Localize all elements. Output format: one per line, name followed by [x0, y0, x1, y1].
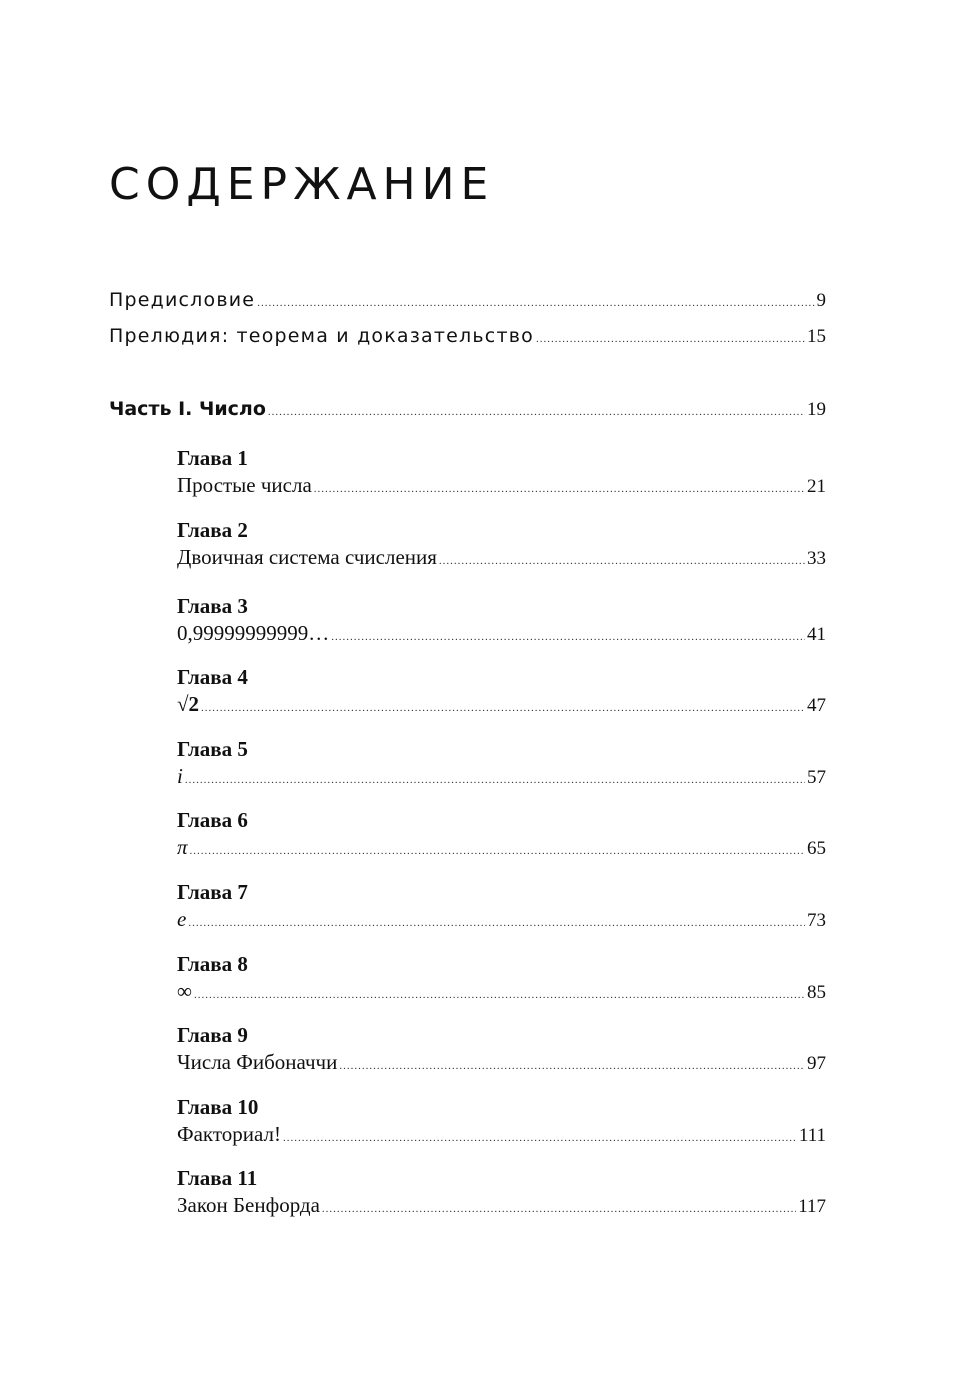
- dot-leader: [314, 483, 805, 495]
- toc-entry-chapter-3[interactable]: [177, 621, 826, 646]
- chapter-heading: Глава 7: [177, 880, 248, 904]
- toc-entry-prelude[interactable]: [109, 325, 826, 348]
- toc-entry-page: 85: [807, 982, 826, 1003]
- chapter-heading: Глава 2: [177, 518, 248, 542]
- chapter-heading: Глава 9: [177, 1023, 248, 1047]
- dot-leader: [194, 989, 805, 1001]
- toc-entry-chapter-9[interactable]: [177, 1050, 826, 1075]
- chapter-heading: Глава 10: [177, 1095, 259, 1119]
- page-title: СОДЕРЖАНИЕ: [109, 159, 495, 210]
- dot-leader: [331, 631, 805, 643]
- toc-entry-page: 117: [798, 1196, 826, 1217]
- toc-entry-chapter-7[interactable]: [177, 907, 826, 932]
- toc-entry-page: 15: [807, 326, 826, 347]
- chapter-title: √2: [177, 692, 200, 716]
- chapter-heading: Глава 11: [177, 1166, 258, 1190]
- dot-leader: [283, 1132, 797, 1144]
- toc-entry-chapter-5[interactable]: [177, 764, 826, 789]
- toc-entry-page: 97: [807, 1053, 826, 1074]
- toc-entry-page: 9: [816, 290, 826, 311]
- chapter-heading: Глава 4: [177, 665, 248, 689]
- toc-entry-part-1[interactable]: [109, 398, 826, 421]
- toc-entry-page: 57: [807, 767, 826, 788]
- chapter-title: ∞: [177, 979, 192, 1003]
- dot-leader: [322, 1203, 796, 1215]
- toc-entry-chapter-1[interactable]: [177, 473, 826, 498]
- dot-leader: [257, 297, 814, 309]
- chapter-heading: Глава 5: [177, 737, 248, 761]
- toc-entry-chapter-11[interactable]: [177, 1193, 826, 1218]
- toc-entry-page: 19: [807, 399, 826, 420]
- toc-entry-page: 65: [807, 838, 826, 859]
- chapter-title: e: [177, 907, 187, 931]
- chapter-title: π: [177, 835, 188, 859]
- chapter-heading: Глава 1: [177, 446, 248, 470]
- chapter-title: 0,99999999999…: [177, 621, 330, 645]
- dot-leader: [190, 845, 805, 857]
- dot-leader: [439, 555, 805, 567]
- toc-entry-page: 111: [798, 1125, 826, 1146]
- dot-leader: [536, 333, 805, 345]
- dot-leader: [185, 774, 805, 786]
- dot-leader: [339, 1060, 805, 1072]
- toc-entry-chapter-4[interactable]: [177, 692, 826, 717]
- chapter-heading: Глава 8: [177, 952, 248, 976]
- chapter-title: Факториал!: [177, 1122, 281, 1146]
- toc-entry-page: 41: [807, 624, 826, 645]
- dot-leader: [268, 406, 805, 418]
- chapter-title: Закон Бенфорда: [177, 1193, 320, 1217]
- toc-part-label: Часть I. Число: [109, 398, 266, 420]
- chapter-title: Числа Фибоначчи: [177, 1050, 338, 1074]
- chapter-title: Простые числа: [177, 473, 312, 497]
- dot-leader: [201, 702, 805, 714]
- dot-leader: [188, 917, 805, 929]
- toc-entry-page: 21: [807, 476, 826, 497]
- toc-entry-chapter-6[interactable]: [177, 835, 826, 860]
- chapter-heading: Глава 6: [177, 808, 248, 832]
- toc-entry-chapter-2[interactable]: [177, 545, 826, 570]
- toc-entry-label: Прелюдия: теорема и доказательство: [109, 325, 534, 347]
- toc-entry-page: 73: [807, 910, 826, 931]
- toc-entry-page: 47: [807, 695, 826, 716]
- toc-entry-label: Предисловие: [109, 289, 256, 311]
- toc-entry-chapter-10[interactable]: [177, 1122, 826, 1147]
- toc-entry-chapter-8[interactable]: [177, 979, 826, 1004]
- toc-entry-page: 33: [807, 548, 826, 569]
- chapter-heading: Глава 3: [177, 594, 248, 618]
- toc-entry-preface[interactable]: [109, 289, 826, 312]
- chapter-title: i: [177, 764, 183, 788]
- chapter-title: Двоичная система счисления: [177, 545, 437, 569]
